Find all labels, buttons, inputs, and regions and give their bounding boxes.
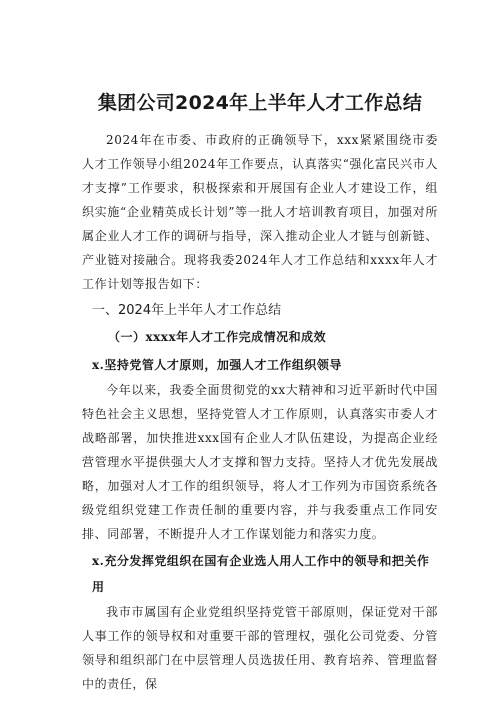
intro-paragraph: 2024年在市委、市政府的正确领导下，xxx紧紧围绕市委人才工作领导小组2024年工作要点，认真落实“强化富民兴市人才支撑”工作要求，积极探索和开展国有企业人才建设工作，组织实施“企业精英成长计划”等一批人才培训教育项目，加强对所属企业人才工作的调研与指导，深入推动企业人才链与创新链、产业链对接融合。现将我委2024年人才工作总结和xxxx年人才工作计划等报告如下： — [82, 133, 438, 291]
subsection-heading-1: （一）xxxx年人才工作完成情况和成效 — [108, 330, 327, 344]
point-body-1: 今年以来，我委全面贯彻党的xx大精神和习近平新时代中国特色社会主义思想，坚持党管人才工作原则，认真落实市委人才战略部署，加快推进xxx国有企业人才队伍建设，为提高企业经营管理水平提供强大人才支撑和智力支持。坚持人才优先发展战略，加强对人才工作的组织领导，将人才工作列为市国资系统各级党组织党建工作责任制的重要内容，并与我委重点工作同安排、同部署，不断提升人才工作谋划能力和落实力度。 — [82, 383, 438, 541]
point-body-2: 我市市属国有企业党组织坚持党管干部原则，保证党对干部人事工作的领导权和对重要干部的管理权，强化公司党委、分管领导和组织部门在中层管理人员选拔任用、教育培养、管理监督中的责任，保 — [82, 605, 438, 691]
section-heading-1: 一、2024年上半年人才工作总结 — [92, 303, 282, 318]
point-heading-1: x.坚持党管人才原则，加强人才工作组织领导 — [92, 358, 342, 372]
document-title: 集团公司2024年上半年人才工作总结 — [97, 92, 423, 114]
point-heading-2: x.充分发挥党组织在国有企业选人用人工作中的领导和把关作用 — [92, 554, 430, 594]
